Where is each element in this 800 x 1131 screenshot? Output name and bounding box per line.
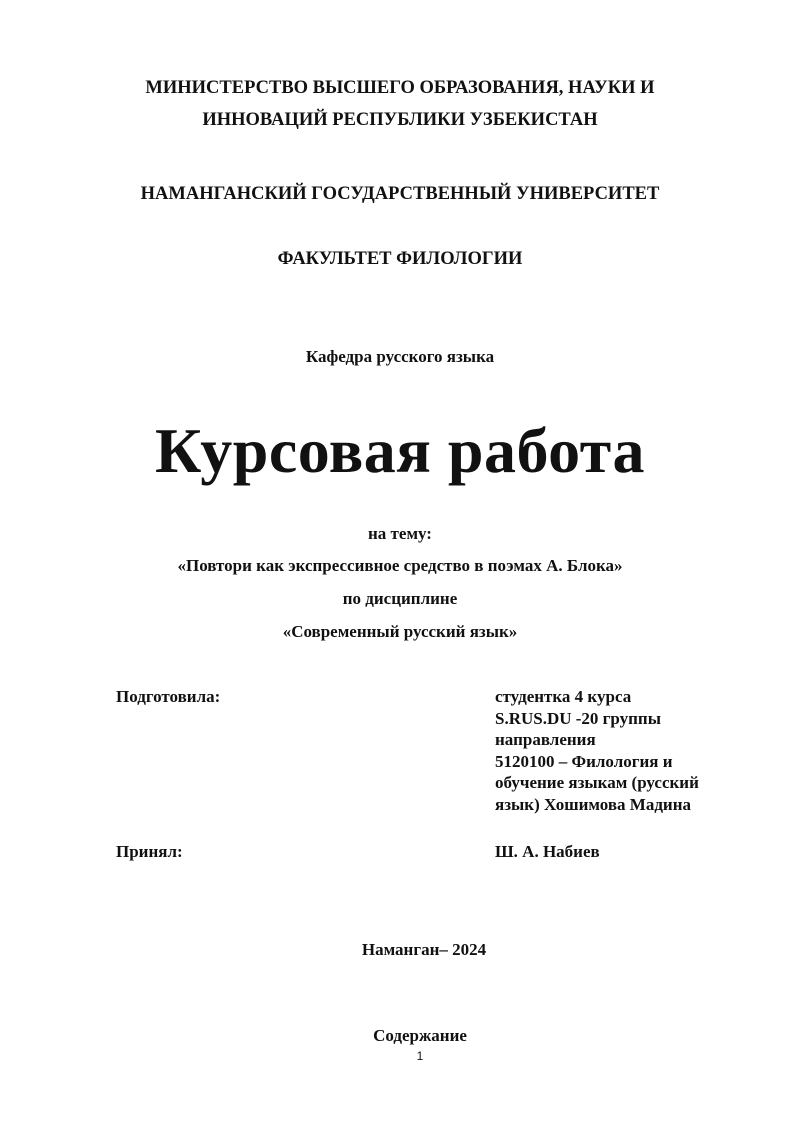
- city-year: Наманган– 2024: [361, 940, 487, 959]
- prepared-line: S.RUS.DU -20 группы: [495, 708, 661, 728]
- prepared-line: направления: [495, 730, 596, 749]
- prepared-label: Подготовила:: [116, 687, 221, 706]
- page-number: 1: [416, 1049, 424, 1063]
- prepared-line: язык) Хошимова Мадина: [495, 794, 692, 814]
- discipline-name: «Современный русский язык»: [282, 622, 518, 641]
- accepted-name: Ш. А. Набиев: [495, 842, 600, 861]
- prepared-line: обучение языкам (русский: [495, 773, 699, 792]
- prepared-line: студентка 4 курса: [495, 687, 632, 706]
- ministry-line-1: МИНИСТЕРСТВО ВЫСШЕГО ОБРАЗОВАНИЯ, НАУКИ И: [145, 78, 655, 98]
- prepared-by-block: [495, 686, 745, 815]
- contents-heading: Содержание: [373, 1026, 467, 1045]
- accepted-label: Принял:: [116, 842, 183, 861]
- ministry-line-2: ИННОВАЦИЙ РЕСПУБЛИКИ УЗБЕКИСТАН: [202, 110, 598, 130]
- topic-text: «Повтори как экспрессивное средство в поэмах А. Блока»: [177, 556, 623, 575]
- topic-label: на тему:: [368, 524, 432, 543]
- discipline-label: по дисциплине: [342, 589, 458, 608]
- faculty-name: ФАКУЛЬТЕТ ФИЛОЛОГИИ: [277, 249, 523, 269]
- university-name: НАМАНГАНСКИЙ ГОСУДАРСТВЕННЫЙ УНИВЕРСИТЕТ: [140, 184, 660, 204]
- document-title: Курсовая работа: [154, 415, 646, 486]
- department-name: Кафедра русского языка: [305, 347, 495, 366]
- prepared-line: 5120100 – Филология и: [495, 751, 673, 771]
